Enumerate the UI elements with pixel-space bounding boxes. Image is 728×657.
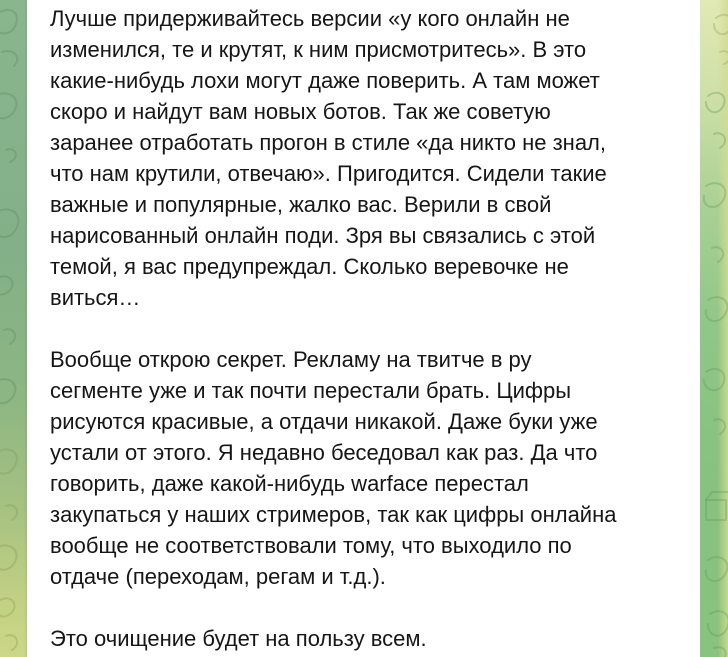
message-line: виться… xyxy=(50,285,141,310)
message-line: что нам крутили, отвечаю». Пригодится. Сидели такие xyxy=(50,161,607,186)
message-line: Лучше придерживайтесь версии «у кого онлайн не xyxy=(50,6,570,31)
message-line: вообще не соответствовали тому, что выходило по xyxy=(50,533,572,558)
message-paragraph xyxy=(50,344,680,592)
message-line: изменился, те и крутят, к ним присмотритесь». В это xyxy=(50,37,587,62)
message-line: важные и популярные, жалко вас. Верили в свой xyxy=(50,192,552,217)
message-line: отдаче (переходам, регам и т.д.). xyxy=(50,564,386,589)
message-line: нарисованный онлайн поди. Зря вы связались с этой xyxy=(50,223,596,248)
message-line: говорить, даже какой-нибудь warface перестал xyxy=(50,471,529,496)
chat-background-right xyxy=(700,0,728,657)
message-paragraph xyxy=(50,623,680,654)
message-line: какие-нибудь лохи могут даже поверить. А там может xyxy=(50,68,600,93)
message-line: закупаться у наших стримеров, так как цифры онлайна xyxy=(50,502,617,527)
doodle-pattern-icon xyxy=(0,0,27,657)
message-paragraph xyxy=(50,3,680,313)
message-text xyxy=(50,3,680,654)
message-line: Вообще открою секрет. Рекламу на твитче в ру xyxy=(50,347,532,372)
message-line: скоро и найдут вам новых ботов. Так же советую xyxy=(50,99,551,124)
message-line: темой, я вас предупреждал. Сколько веревочке не xyxy=(50,254,569,279)
doodle-pattern-icon xyxy=(700,0,728,657)
message-line: Это очищение будет на пользу всем. xyxy=(50,626,427,651)
message-line: заранее отработать прогон в стиле «да никто не знал, xyxy=(50,130,607,155)
message-bubble[interactable] xyxy=(27,0,700,657)
message-line: сегменте уже и так почти перестали брать. Цифры xyxy=(50,378,572,403)
message-line: рисуются красивые, а отдачи никакой. Даже буки уже xyxy=(50,409,598,434)
chat-background-left xyxy=(0,0,27,657)
message-line: устали от этого. Я недавно беседовал как раз. Да что xyxy=(50,440,598,465)
